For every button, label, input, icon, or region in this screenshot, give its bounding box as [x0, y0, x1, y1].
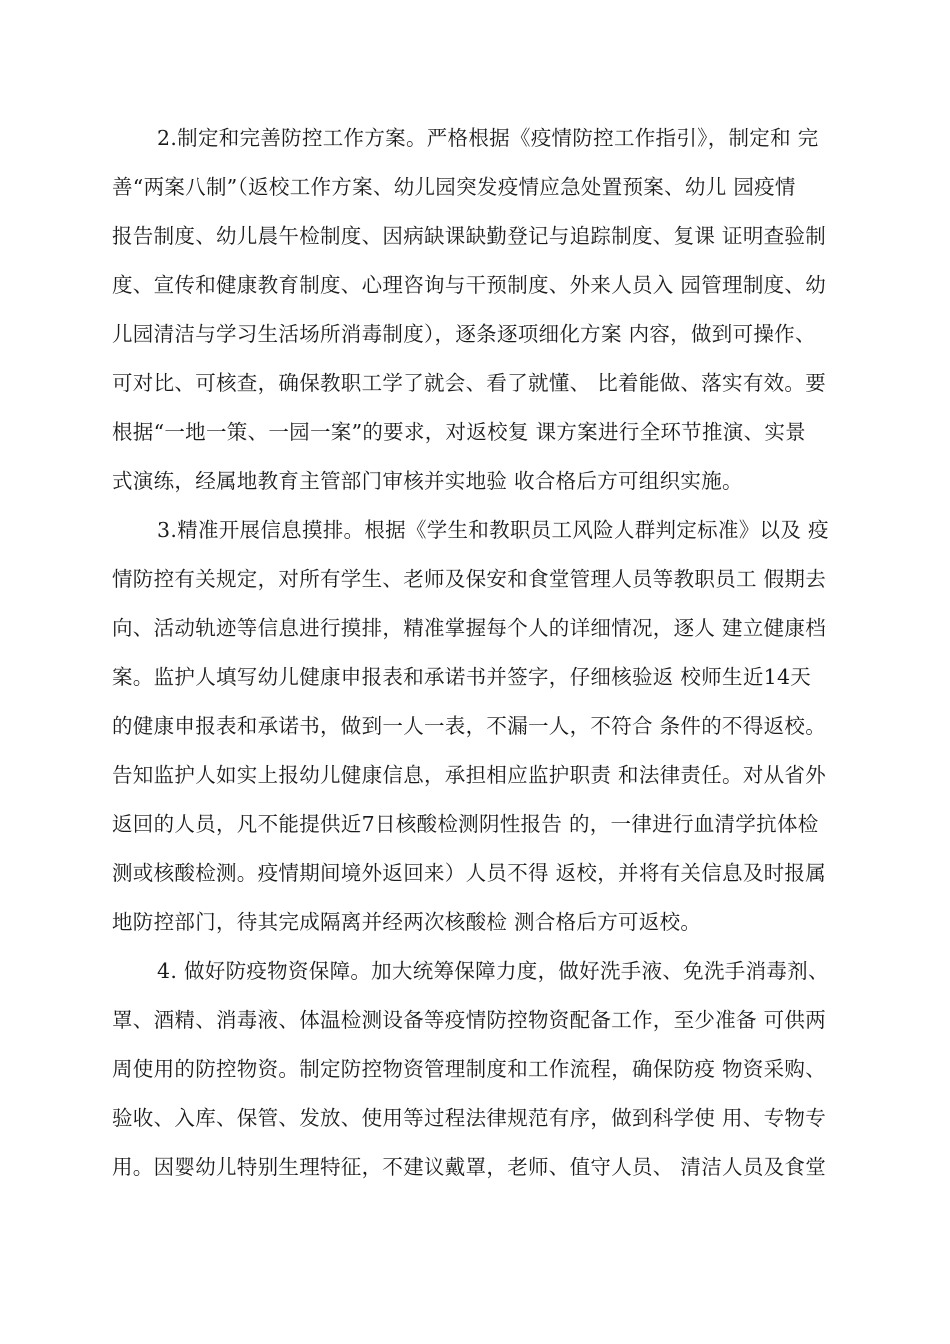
text-line: 罩、酒精、消毒液、体温检测设备等疫情防控物资配备工作，至少准备 可供两 [112, 1008, 827, 1032]
text-line: 儿园清洁与学习生活场所消毒制度），逐条逐项细化方案 内容，做到可操作、 [112, 322, 816, 346]
text-line: 报告制度、幼儿晨午检制度、因病缺课缺勤登记与追踪制度、复课 证明查验制 [112, 224, 827, 248]
text-line: 3.精准开展信息摸排。根据《学生和教职员工风险人群判定标准》以及 疫 [157, 518, 829, 542]
text-line: 地防控部门，待其完成隔离并经两次核酸检 测合格后方可返校。 [112, 910, 702, 934]
text-line: 测或核酸检测。疫情期间境外返回来）人员不得 返校，并将有关信息及时报属 [112, 861, 827, 885]
text-line: 告知监护人如实上报幼儿健康信息，承担相应监护职责 和法律责任。对从省外 [112, 763, 827, 787]
text-line: 式演练，经属地教育主管部门审核并实地验 收合格后方可组织实施。 [112, 469, 743, 493]
text-line: 返回的人员，凡不能提供近7日核酸检测阴性报告 的，一律进行血清学抗体检 [112, 812, 819, 836]
text-line: 用。因婴幼儿特别生理特征，不建议戴罩，老师、值守人员、 清洁人员及食堂 [112, 1155, 827, 1179]
text-line: 的健康申报表和承诺书，做到一人一表，不漏一人，不符合 条件的不得返校。 [112, 714, 827, 738]
text-line: 周使用的防控物资。制定防控物资管理制度和工作流程，确保防疫 物资采购、 [112, 1057, 827, 1081]
text-line: 度、宣传和健康教育制度、心理咨询与干预制度、外来人员入 园管理制度、幼 [112, 273, 827, 297]
text-line: 案。监护人填写幼儿健康申报表和承诺书并签字，仔细核验返 校师生近14天 [112, 665, 812, 689]
text-line: 4. 做好防疫物资保障。加大统筹保障力度，做好洗手液、免洗手消毒剂、 [157, 959, 829, 983]
text-line: 情防控有关规定，对所有学生、老师及保安和食堂管理人员等教职员工 假期去 [112, 567, 827, 591]
text-line: 验收、入库、保管、发放、使用等过程法律规范有序，做到科学使 用、专物专 [112, 1106, 827, 1130]
text-line: 可对比、可核查，确保教职工学了就会、看了就懂、 比着能做、落实有效。要 [112, 371, 827, 395]
text-line: 2.制定和完善防控工作方案。严格根据《疫情防控工作指引》，制定和 完 [157, 126, 819, 150]
text-line: 向、活动轨迹等信息进行摸排，精准掌握每个人的详细情况，逐人 建立健康档 [112, 616, 827, 640]
text-line: 善“两案八制”（返校工作方案、幼儿园突发疫情应急处置预案、幼儿 园疫情 [112, 175, 796, 199]
text-line: 根据“一地一策、一园一案”的要求，对返校复 课方案进行全环节推演、实景 [112, 420, 806, 444]
